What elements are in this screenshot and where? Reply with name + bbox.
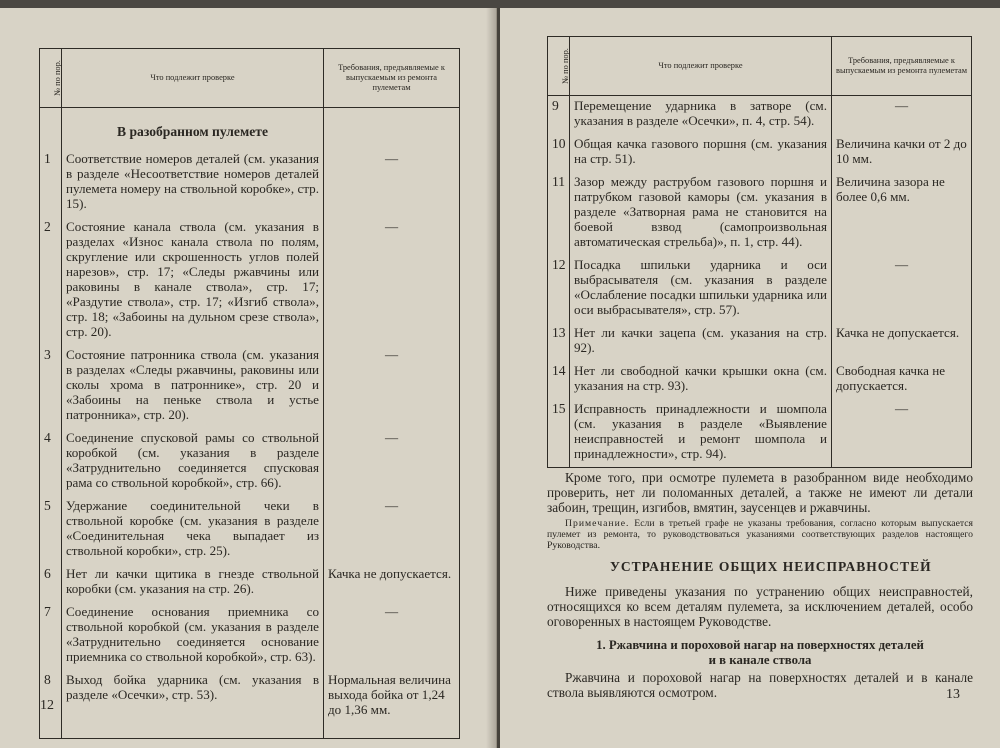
- row-check: Зазор между раструбом газового поршня и патрубком газовой каморы (см. указания в разделе «Затворная рама не становится на боевой взвод (самопроизвольная автоматическая стрельба)», п. 1, стр. 44).: [570, 172, 832, 255]
- row-check: Соединение спусковой рамы со ствольной коробкой (см. указания в разделе «Затруднительно соединяется спусковая рама со ствольной коробкой», стр. 66).: [62, 428, 324, 496]
- row-requirement: —: [384, 604, 399, 619]
- row-number: 10: [548, 134, 570, 172]
- row-check: Посадка шпильки ударника и оси выбрасывателя (см. указания в разделе «Ослабление посадки шпильки ударника или оси выбрасывателя», стр. 57).: [570, 255, 832, 323]
- column-header-requirements: Требования, предъявляемые к выпускаемым из ремонта пулеметам: [324, 49, 460, 108]
- row-number: 8: [40, 670, 62, 739]
- row-requirement: —: [894, 257, 909, 272]
- table-row: [40, 496, 460, 564]
- row-check: Исправность принадлежности и шомпола (см. указания в разделе «Выявление неисправностей и ремонт шомпола и принадлежности», стр. 94).: [570, 399, 832, 468]
- left-page: [0, 8, 497, 748]
- table-row: [40, 217, 460, 345]
- row-requirement: —: [384, 347, 399, 362]
- row-requirement: —: [384, 498, 399, 513]
- row-check: Перемещение ударника в затворе (см. указания в разделе «Осечки», п. 4, стр. 54).: [570, 96, 832, 135]
- table-row: [548, 96, 972, 135]
- column-header-what: Что подлежит проверке: [62, 49, 324, 108]
- table-row: [40, 602, 460, 670]
- inspection-table-left: [39, 48, 460, 739]
- row-number: 5: [40, 496, 62, 564]
- row-number: 2: [40, 217, 62, 345]
- row-check: Выход бойка ударника (см. указания в разделе «Осечки», стр. 53).: [62, 670, 324, 739]
- page-number: 13: [946, 687, 960, 702]
- after-table-paragraph: Кроме того, при осмотре пулемета в разобранном виде необходимо проверить, нет ли поломанных деталей, а также не имеют ли детали забоин, трещин, изгибов, вмятин, заусенцев и ржавчины.: [547, 470, 973, 515]
- row-check: Соединение основания приемника со ствольной коробкой (см. указания в разделе «Затруднительно соединяется основание приемника со ствольной коробкой», стр. 63).: [62, 602, 324, 670]
- table-row: [548, 399, 972, 468]
- section-heading: УСТРАНЕНИЕ ОБЩИХ НЕИСПРАВНОСТЕЙ: [610, 559, 932, 574]
- row-check: Общая качка газового поршня (см. указания на стр. 51).: [570, 134, 832, 172]
- row-requirement: —: [894, 401, 909, 416]
- table-header: [548, 37, 972, 96]
- row-requirement: Нормальная величина выхода бойка от 1,24 до 1,36 мм.: [324, 670, 460, 739]
- table-row: [548, 323, 972, 361]
- table-row: [548, 134, 972, 172]
- subheading-line-1: 1. Ржавчина и пороховой нагар на поверхностях деталей: [596, 638, 924, 652]
- row-number: 9: [548, 96, 570, 135]
- row-number: 1: [40, 149, 62, 217]
- page-number: 12: [40, 698, 54, 713]
- table-row: [40, 428, 460, 496]
- row-requirement: Качка не допускается.: [832, 323, 972, 361]
- row-number: 7: [40, 602, 62, 670]
- row-number: 14: [548, 361, 570, 399]
- row-number: 6: [40, 564, 62, 602]
- row-check: Соответствие номеров деталей (см. указания в разделе «Несоответствие номеров деталей пулемета номеру на ствольной коробке», стр. 15).: [62, 149, 324, 217]
- row-check: Нет ли качки зацепа (см. указания на стр. 92).: [570, 323, 832, 361]
- row-requirement: Свободная качка не допускается.: [832, 361, 972, 399]
- table-header: [40, 49, 460, 108]
- row-check: Удержание соединительной чеки в ствольной коробке (см. указания в разделе «Соединительная чека выпадает из ствольной коробки», стр. 25).: [62, 496, 324, 564]
- note-paragraph: [547, 518, 973, 551]
- last-paragraph: Ржавчина и пороховой нагар на поверхностях деталей и в канале ствола выявляются осмотром.: [547, 670, 973, 700]
- row-number: 11: [548, 172, 570, 255]
- row-number: 13: [548, 323, 570, 361]
- row-check: Нет ли качки щитика в гнезде ствольной коробки (см. указания на стр. 26).: [62, 564, 324, 602]
- intro-paragraph: Ниже приведены указания по устранению общих неисправностей, относящихся ко всем деталям пулемета, за исключением деталей, особо оговоренных в настоящем Руководстве.: [547, 584, 973, 629]
- row-number: 4: [40, 428, 62, 496]
- row-check: Состояние канала ствола (см. указания в разделах «Износ канала ствола по полям, скругление или скрошенность углов полей нарезов», стр. 17; «Следы ржавчины или раковины в канале ствола», стр. 17; «Раздутие ствола», стр. 17; «Изгиб ствола», стр. 18; «Забоины на дульном срезе ствола», стр. 20).: [62, 217, 324, 345]
- section-row: [40, 108, 460, 150]
- table-row: [40, 670, 460, 739]
- row-requirement: Качка не допускается.: [324, 564, 460, 602]
- subheading-line-2: и в канале ствола: [708, 653, 812, 667]
- section-title: В разобранном пулемете: [62, 108, 324, 150]
- table-row: [40, 345, 460, 428]
- row-requirement: Величина качки от 2 до 10 мм.: [832, 134, 972, 172]
- inspection-table-right: [547, 36, 972, 468]
- column-header-number: № по пор.: [548, 37, 570, 96]
- row-number: 3: [40, 345, 62, 428]
- row-check: Нет ли свободной качки крышки окна (см. указания на стр. 93).: [570, 361, 832, 399]
- column-header-requirements: Требования, предъявляемые к выпускаемым из ремонта пулеметам: [832, 37, 972, 96]
- row-requirement: —: [384, 219, 399, 234]
- row-number: 12: [548, 255, 570, 323]
- right-page: [500, 8, 1000, 748]
- table-row: [548, 361, 972, 399]
- table-row: [548, 172, 972, 255]
- row-check: Состояние патронника ствола (см. указания в разделах «Следы ржавчины, раковины или сколы хрома в патроннике», стр. 20 и «Забоины на пеньке ствола и устье патронника», стр. 20).: [62, 345, 324, 428]
- column-header-number: № по пор.: [40, 49, 62, 108]
- row-requirement: —: [384, 430, 399, 445]
- note-text: Если в третьей графе не указаны требования, согласно которым выпускается пулемет из ремонта, то руководствоваться указаниями соответствующих разделов настоящего Руководства.: [547, 518, 974, 551]
- row-requirement: —: [894, 98, 909, 113]
- row-requirement: Величина зазора не более 0,6 мм.: [832, 172, 972, 255]
- column-header-what: Что подлежит проверке: [570, 37, 832, 96]
- row-requirement: —: [384, 151, 399, 166]
- note-label: Примечание.: [565, 518, 630, 529]
- table-row: [548, 255, 972, 323]
- table-row: [40, 564, 460, 602]
- table-row: [40, 149, 460, 217]
- subheading: [547, 638, 973, 668]
- row-number: 15: [548, 399, 570, 468]
